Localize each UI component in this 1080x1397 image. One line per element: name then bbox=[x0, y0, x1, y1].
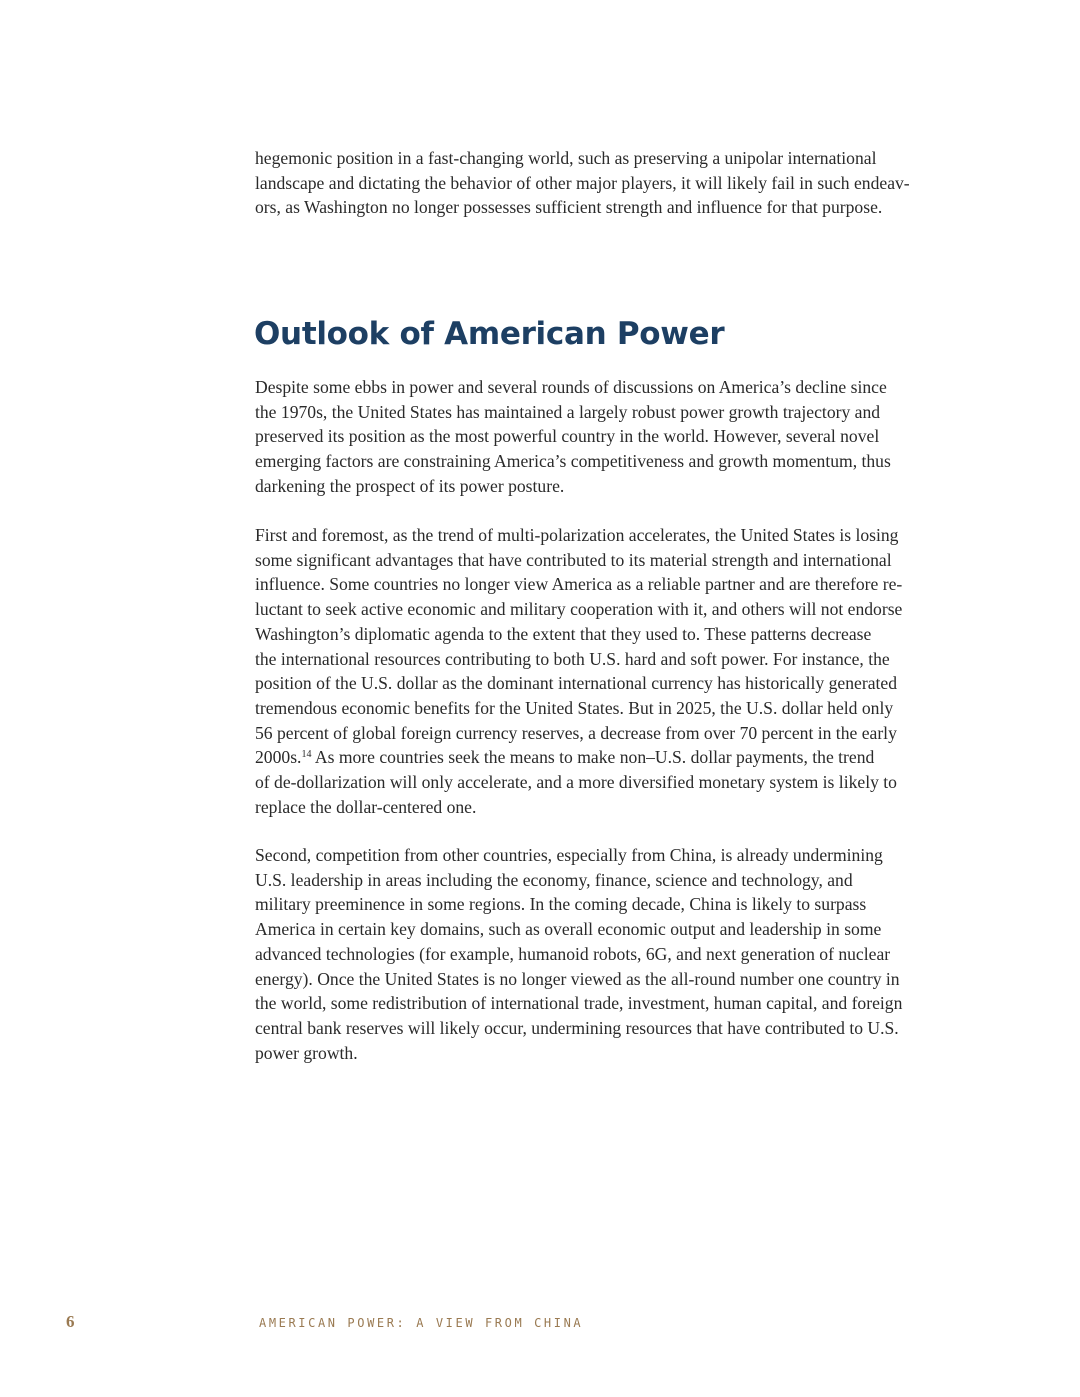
text-line: energy). Once the United States is no longer viewed as the all-round number one country in bbox=[255, 968, 900, 989]
text-line: Washington’s diplomatic agenda to the extent that they used to. These patterns decrease bbox=[255, 623, 872, 644]
text-line: replace the dollar-centered one. bbox=[255, 796, 477, 817]
text-line: hegemonic position in a fast-changing world, such as preserving a unipolar international bbox=[255, 148, 877, 168]
body-paragraph-3 bbox=[255, 843, 955, 1065]
body-paragraph-1 bbox=[255, 375, 955, 499]
text-line: Second, competition from other countries, especially from China, is already undermining bbox=[255, 845, 883, 865]
section-heading: Outlook of American Power bbox=[254, 316, 725, 352]
text-line: U.S. leadership in areas including the economy, finance, science and technology, and bbox=[255, 869, 853, 890]
running-footer-title: AMERICAN POWER: A VIEW FROM CHINA bbox=[259, 1316, 584, 1330]
text-line: tremendous economic benefits for the United States. But in 2025, the U.S. dollar held only bbox=[255, 697, 894, 718]
text-line: advanced technologies (for example, humanoid robots, 6G, and next generation of nuclear bbox=[255, 943, 891, 964]
text-line: the 1970s, the United States has maintained a largely robust power growth trajectory and bbox=[255, 401, 881, 422]
text-line: power growth. bbox=[255, 1042, 358, 1063]
intro-paragraph bbox=[255, 146, 955, 220]
text-line: position of the U.S. dollar as the dominant international currency has historically generated bbox=[255, 673, 897, 694]
text-line: the world, some redistribution of international trade, investment, human capital, and foreign bbox=[255, 993, 903, 1014]
text-line: luctant to seek active economic and military cooperation with it, and others will not endorse bbox=[255, 599, 903, 620]
text-line: the international resources contributing to both U.S. hard and soft power. For instance, the bbox=[255, 648, 890, 669]
text-fragment: As more countries seek the means to make non–U.S. dollar payments, the trend bbox=[311, 747, 875, 768]
text-line: America in certain key domains, such as overall economic output and leadership in some bbox=[255, 919, 882, 940]
text-line: ors, as Washington no longer possesses sufficient strength and influence for that purpose. bbox=[255, 197, 883, 218]
text-line: First and foremost, as the trend of multi-polarization accelerates, the United States is losing bbox=[255, 525, 899, 545]
text-line: darkening the prospect of its power posture. bbox=[255, 475, 565, 496]
text-line: military preeminence in some regions. In the coming decade, China is likely to surpass bbox=[255, 894, 867, 915]
text-line: landscape and dictating the behavior of other major players, it will likely fail in such endeav- bbox=[255, 172, 910, 193]
text-line: Despite some ebbs in power and several rounds of discussions on America’s decline since bbox=[255, 377, 887, 397]
text-fragment: 2000s. bbox=[255, 747, 302, 768]
text-line: of de-dollarization will only accelerate, and a more diversified monetary system is likely to bbox=[255, 772, 897, 793]
text-line: 56 percent of global foreign currency reserves, a decrease from over 70 percent in the early bbox=[255, 722, 897, 743]
text-line: preserved its position as the most powerful country in the world. However, several novel bbox=[255, 426, 880, 447]
text-line-with-footnote bbox=[255, 745, 955, 770]
page-number: 6 bbox=[66, 1312, 75, 1331]
footnote-reference[interactable]: 14 bbox=[301, 749, 312, 761]
text-line: some significant advantages that have contributed to its material strength and international bbox=[255, 549, 892, 570]
text-line: emerging factors are constraining America’s competitiveness and growth momentum, thus bbox=[255, 451, 891, 472]
body-paragraph-2 bbox=[255, 523, 955, 819]
text-line: influence. Some countries no longer view America as a reliable partner and are therefore re- bbox=[255, 574, 903, 595]
text-line: central bank reserves will likely occur, undermining resources that have contributed to U.S. bbox=[255, 1017, 899, 1038]
